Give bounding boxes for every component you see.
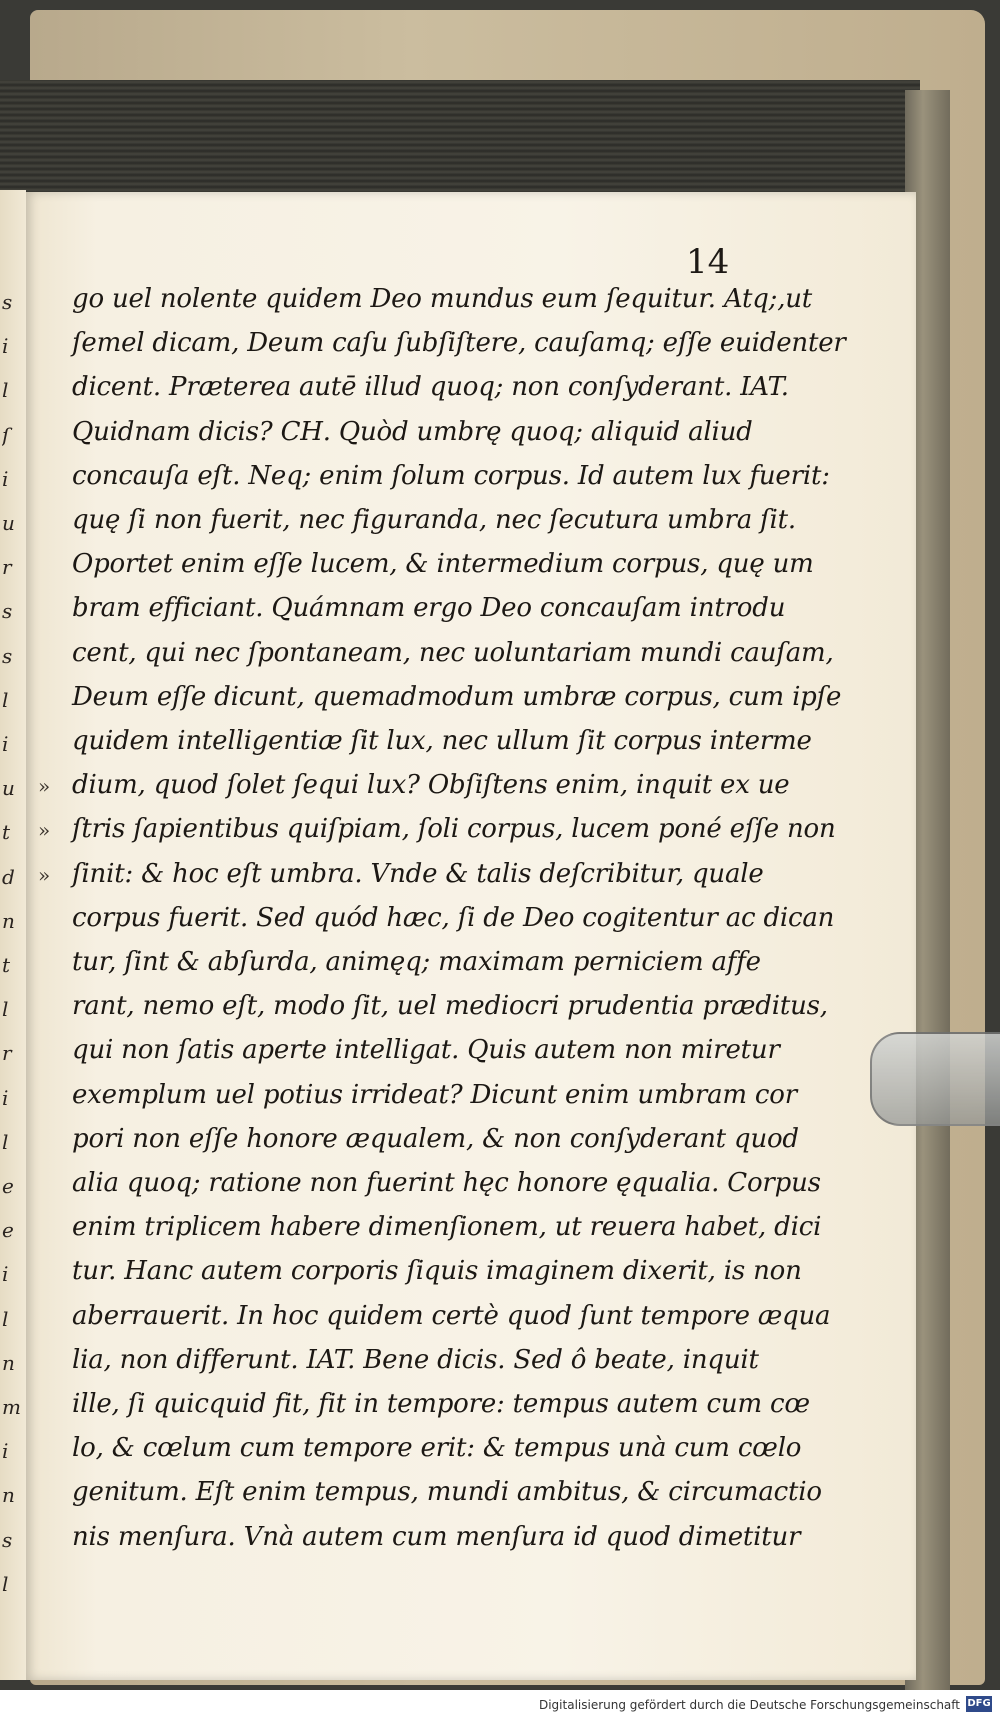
previous-page-fragment: i (2, 466, 9, 491)
text-line: nis menſura. Vnà autem cum menſura id quod dimetitur (72, 1521, 801, 1552)
previous-page-fragment: l (2, 1571, 9, 1596)
previous-page-fragment: e (2, 1174, 14, 1198)
text-line: corpus fuerit. Sed quód hæc, ſi de Deo cogitentur ac dican (72, 902, 835, 933)
dfg-logo: DFG (966, 1696, 992, 1712)
previous-page-fragment: l (2, 1129, 9, 1154)
footer-bar (0, 1690, 1000, 1720)
previous-page-fragment: ſ (2, 422, 10, 447)
text-line: go uel nolente quidem Deo mundus eum ſequitur. Atq;,ut (72, 284, 813, 314)
previous-page-fragment: u (2, 511, 15, 535)
text-line: cent, qui nec ſpontaneam, nec uoluntariam mundi cauſam, (72, 637, 834, 668)
page-number: 14 (686, 242, 730, 282)
text-line: Oportet enim eſſe lucem, & intermedium corpus, quę um (72, 549, 814, 580)
text-line: quę ſi non fuerit, nec figuranda, nec ſecutura umbra ſit. (72, 505, 796, 535)
previous-page-fragment: s (2, 1527, 13, 1552)
previous-page-fragment: n (2, 1350, 15, 1375)
text-line: quidem intelligentiæ ſit lux, nec ullum ſit corpus interme (72, 726, 812, 756)
text-line: Quidnam dicis? CH. Quòd umbrę quoq; aliquid aliud (72, 416, 753, 447)
previous-page-fragment: i (2, 1262, 9, 1287)
previous-page-fragment: t (2, 820, 11, 845)
previous-page-fragment: l (2, 378, 9, 403)
text-line: alia quoq; ratione non fuerint hęc honore ęqualia. Corpus (72, 1168, 821, 1198)
margin-quote-mark: » (38, 774, 51, 799)
text-line: lia, non differunt. IAT. Bene dicis. Sed ô beate, inquit (72, 1344, 759, 1375)
previous-page-fragment: i (2, 334, 9, 359)
previous-page-fragment: s (2, 290, 13, 314)
text-line: enim triplicem habere dimenſionem, ut reuera habet, dici (72, 1212, 822, 1243)
previous-page-fragment: s (2, 643, 13, 668)
page-clip-holder (870, 1032, 1000, 1126)
text-line: qui non ſatis aperte intelligat. Quis autem non miretur (72, 1035, 780, 1066)
text-line: ſtris ſapientibus quiſpiam, ſoli corpus, lucem poné eſſe non (72, 814, 836, 845)
previous-page-fragment: u (2, 776, 15, 801)
text-line: ſemel dicam, Deum caſu ſubſiſtere, cauſamq; eſſe euidenter (72, 328, 846, 359)
previous-page-fragment: l (2, 1306, 9, 1331)
text-line: dium, quod ſolet ſequi lux? Obſiſtens enim, inquit ex ue (72, 770, 790, 801)
previous-page-fragment: r (2, 555, 12, 580)
previous-page-edge (0, 190, 26, 1680)
text-line: lo, & cœlum cum tempore erit: & tempus unà cum cœlo (72, 1433, 802, 1464)
previous-page-fragment: i (2, 1085, 9, 1110)
text-line: Deum eſſe dicunt, quemadmodum umbræ corpus, cum ipſe (72, 681, 842, 712)
previous-page-fragment: m (2, 1395, 21, 1419)
previous-page-fragment: n (2, 1483, 15, 1508)
text-line: dicent. Præterea autē illud quoq; non conſyderant. IAT. (72, 372, 789, 403)
previous-page-fragment: n (2, 908, 15, 933)
text-line: pori non eſſe honore æqualem, & non conſyderant quod (72, 1123, 799, 1154)
text-line: bram efficiant. Quámnam ergo Deo concauſam introdu (72, 593, 786, 624)
text-line: tur, ſint & abſurda, animęq; maximam perniciem affe (72, 947, 761, 977)
text-line: aberrauerit. In hoc quidem certè quod ſunt tempore æqua (72, 1300, 831, 1331)
book-page (26, 192, 916, 1680)
text-line: ille, ſi quicquid fit, fit in tempore: tempus autem cum cœ (72, 1389, 810, 1419)
previous-page-fragment: r (2, 1041, 12, 1066)
text-line: rant, nemo eſt, modo ſit, uel mediocri prudentia præditus, (72, 991, 828, 1022)
text-line: concauſa eſt. Neq; enim ſolum corpus. Id autem lux fuerit: (72, 460, 830, 491)
footer-credit: Digitalisierung gefördert durch die Deutsche Forschungsgemeinschaft (538, 1698, 960, 1712)
previous-page-fragment: d (2, 864, 15, 889)
text-line: tur. Hanc autem corporis ſiquis imaginem dixerit, is non (72, 1256, 802, 1287)
text-line: genitum. Eſt enim tempus, mundi ambitus, & circumactio (72, 1477, 822, 1508)
text-line: exemplum uel potius irrideat? Dicunt enim umbram cor (72, 1079, 797, 1110)
previous-page-fragment: i (2, 1439, 9, 1464)
page-block-top-edge (0, 80, 920, 205)
margin-quote-mark: » (38, 818, 51, 843)
previous-page-fragment: l (2, 687, 9, 712)
margin-quote-mark: » (38, 862, 51, 887)
text-line: ſinit: & hoc eſt umbra. Vnde & talis deſcribitur, quale (72, 858, 764, 889)
previous-page-fragment: e (2, 1218, 14, 1243)
previous-page-fragment: t (2, 953, 11, 977)
previous-page-fragment: i (2, 732, 9, 756)
previous-page-fragment: s (2, 599, 13, 624)
previous-page-fragment: l (2, 997, 9, 1022)
